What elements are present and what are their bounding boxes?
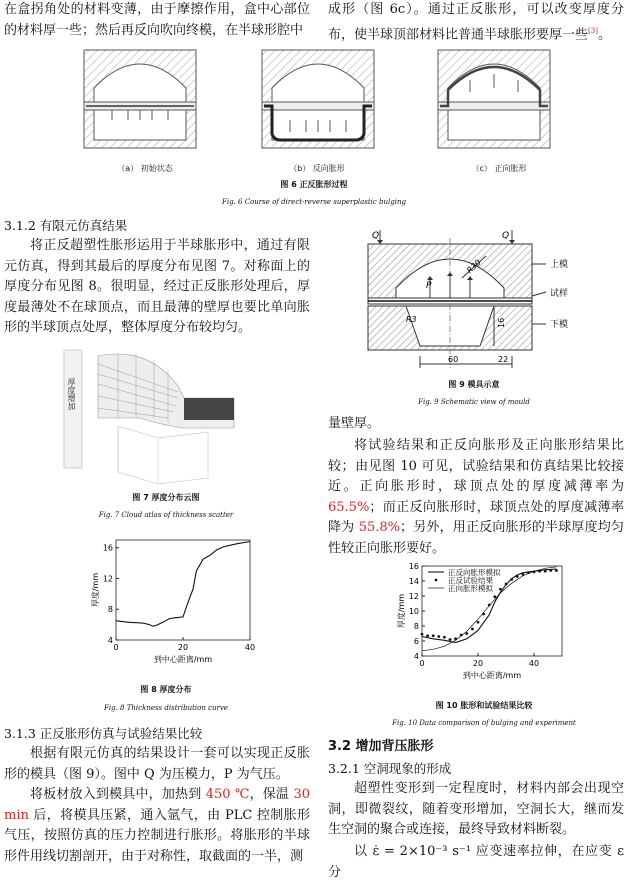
fig9-label-sample: 试样 bbox=[550, 289, 569, 299]
data-point bbox=[510, 578, 513, 581]
fig9-label-60: 60 bbox=[448, 355, 459, 364]
last-paragraph: 以 ε̇ = 2×10⁻³ s⁻¹ 应变速率拉伸，在应变 ε 分 bbox=[328, 844, 624, 880]
section-3-2-1-paragraph: 超塑性变形到一定程度时，材料内部会出现空洞，即微裂纹，随着变形增加，空洞长大，继而发生空洞的聚合或连接，最终导致材料断裂。 bbox=[328, 781, 624, 837]
y-tick-label: 8 bbox=[413, 622, 419, 631]
data-point bbox=[443, 636, 446, 639]
legend-entry: 正向胀形模拟 bbox=[448, 584, 493, 593]
para-mid-a: 将试验结果和正反向胀形及正向胀形结果比较；由见图 10 可见，试验结果和仿真结果比较接近。正向胀形时，球顶点处的厚度减薄率为 bbox=[328, 438, 624, 494]
section-3-1-3-paragraph-b bbox=[4, 785, 310, 867]
data-point bbox=[477, 621, 480, 624]
y-tick-label: 6 bbox=[413, 637, 419, 646]
x-tick-label: 20 bbox=[472, 659, 484, 668]
section-3-2-1-heading: 3.2.1 空洞现象的形成 bbox=[328, 761, 452, 776]
data-point bbox=[499, 588, 502, 591]
fig9-label-Q2: Q bbox=[502, 231, 510, 241]
fig9-label-P: P bbox=[426, 281, 432, 291]
fig9-label-upper: 上模 bbox=[550, 260, 569, 270]
fig9-label-Q1: Q bbox=[372, 231, 380, 241]
fig8-caption-en: Fig. 8 Thickness distribution curve bbox=[104, 704, 228, 712]
data-point bbox=[493, 595, 496, 598]
y-tick-label: 10 bbox=[408, 607, 419, 616]
fig10-chart bbox=[388, 558, 572, 688]
fig6-sub-b: （b） 反向胀形 bbox=[289, 164, 345, 173]
y-tick-label: 4 bbox=[107, 636, 113, 645]
left-top-paragraph: 在盒拐角处的材料变薄，由于摩擦作用，盒中心部位的材料厚一些；然后再反向吹向终模，在半球形腔中 bbox=[4, 2, 310, 38]
fig9-label-lower: 下模 bbox=[550, 320, 569, 330]
fig10-caption-en: Fig. 10 Data comparison of bulging and experiment bbox=[392, 719, 576, 727]
fig9-label-16: 16 bbox=[497, 317, 506, 328]
fig9-caption: 图 9 模具示意 bbox=[448, 380, 500, 389]
section-3-1-3-heading: 3.1.3 正反胀形仿真与试验结果比较 bbox=[4, 726, 203, 741]
fig9-mould-diagram bbox=[362, 228, 612, 376]
x-tick-label: 40 bbox=[244, 643, 256, 652]
fig6-caption: 图 6 正反胀形过程 bbox=[280, 180, 348, 189]
x-tick-label: 40 bbox=[528, 659, 540, 668]
para-mid-v2: 55.8% bbox=[358, 520, 401, 535]
para-313b-mid: ，保温 bbox=[249, 787, 294, 802]
para-mid-b: ；而正反向胀形时，球顶点处的厚度减薄率降为 bbox=[328, 499, 624, 535]
data-point bbox=[555, 569, 558, 572]
x-tick-label: 0 bbox=[419, 659, 425, 668]
data-point bbox=[471, 628, 474, 631]
x-axis-label: 到中心距离/mm bbox=[462, 671, 522, 680]
legend-entry: 正反试验结果 bbox=[448, 576, 493, 585]
fig9-label-R30: R30 bbox=[465, 257, 483, 276]
x-tick-label: 20 bbox=[177, 643, 189, 652]
para-mid-v1: 65.5% bbox=[328, 499, 370, 515]
fig9-label-22: 22 bbox=[498, 355, 509, 364]
citation-ref: [3] bbox=[588, 26, 598, 35]
section-3-1-2-paragraph: 将正反超塑性胀形运用于半球胀形中，通过有限元仿真，得到其最后的厚度分布见图 7。对称面上的厚度分布见图 8。很明显，经过正反胀形处理后，厚度最薄处不在球顶点，而且最薄的壁厚也要比单向胀形的半球顶点处厚，整体厚度分布较均匀。 bbox=[4, 238, 310, 335]
data-point bbox=[516, 575, 519, 578]
y-tick-label: 16 bbox=[408, 562, 419, 571]
y-tick-label: 16 bbox=[102, 543, 113, 553]
fig6-panel-c bbox=[438, 50, 550, 148]
fig9-label-R3: R3 bbox=[406, 315, 417, 324]
fig6-sub-a: （a） 初始状态 bbox=[117, 164, 173, 173]
fig7-thickness-cloud bbox=[58, 346, 258, 486]
fig8-caption: 图 8 厚度分布 bbox=[140, 685, 192, 694]
y-axis-label: 厚度/mm bbox=[397, 593, 406, 629]
fig6-panel-b bbox=[262, 50, 374, 148]
fig8-chart bbox=[80, 530, 260, 670]
legend-entry: 正反向胀形模拟 bbox=[448, 568, 501, 577]
fig7-caption: 图 7 厚度分布云图 bbox=[132, 493, 200, 502]
y-tick-label: 4 bbox=[413, 652, 419, 661]
y-tick-label: 14 bbox=[408, 577, 419, 586]
y-tick-label: 8 bbox=[107, 605, 113, 615]
fig7-ylabel: 厚度增加 bbox=[67, 378, 76, 410]
data-point bbox=[432, 634, 435, 637]
y-tick-label: 12 bbox=[408, 592, 419, 601]
data-point bbox=[426, 634, 429, 637]
x-axis-label: 到中心距离/mm bbox=[153, 655, 213, 664]
data-point bbox=[449, 638, 452, 641]
right-top-post: 。 bbox=[597, 26, 611, 42]
para-313b-post: 后，将模具压紧，通入氩气，由 PLC 控制胀形气压，按照仿真的压力控制进行胀形。将胀形的半球形件用线切割剖开，由于对称性，取截面的一半，测 bbox=[4, 807, 310, 864]
data-point bbox=[437, 635, 440, 638]
para-313b-time: 30 min bbox=[4, 787, 310, 823]
data-point bbox=[505, 583, 508, 586]
series-line-1 bbox=[116, 542, 250, 627]
section-3-2-heading: 3.2 增加背压胀形 bbox=[328, 739, 434, 754]
y-axis-label: 厚度/mm bbox=[91, 572, 100, 608]
fig10-caption: 图 10 胀形和试验结果比较 bbox=[435, 701, 533, 710]
right-mid-paragraph bbox=[328, 436, 624, 559]
right-mid-first-line: 量壁厚。 bbox=[328, 416, 381, 431]
data-point bbox=[549, 569, 552, 572]
right-top-paragraph bbox=[328, 0, 624, 45]
para-313b-pre: 将板材放入到模具中，加热到 bbox=[30, 787, 206, 802]
data-point bbox=[544, 570, 547, 573]
data-point bbox=[421, 633, 424, 636]
x-tick-label: 0 bbox=[113, 643, 119, 652]
fig9-caption-en: Fig. 9 Schematic view of mould bbox=[418, 398, 530, 406]
fig6-diagram bbox=[82, 48, 552, 158]
fig6-sub-c: （c） 正向胀形 bbox=[471, 164, 527, 173]
section-3-1-2-heading: 3.1.2 有限元仿真结果 bbox=[4, 218, 128, 233]
legend-marker bbox=[435, 579, 438, 582]
para-mid-c: ；另外，用正反向胀形的半球厚度均匀性较正向胀形要好。 bbox=[328, 520, 624, 556]
section-3-1-3-paragraph-a: 根据有限元仿真的结果设计一套可以实现正反胀形的模具（图 9）。图中 Q 为压模力，P 为气压。 bbox=[4, 746, 310, 782]
right-top-pre: 成形（图 6c）。通过正反胀形，可以改变厚度分布，使半球顶部材料比普通半球胀形要厚一些 bbox=[328, 2, 624, 42]
plot-frame bbox=[116, 540, 250, 640]
fig7-caption-en: Fig. 7 Cloud atlas of thickness scatter bbox=[98, 511, 234, 519]
y-tick-label: 12 bbox=[102, 574, 113, 584]
fig6-caption-en: Fig. 6 Course of direct-reverse superplastic bulging bbox=[221, 198, 406, 206]
fig6-panel-a bbox=[84, 50, 196, 148]
para-313b-temp: 450 ℃ bbox=[205, 787, 250, 802]
